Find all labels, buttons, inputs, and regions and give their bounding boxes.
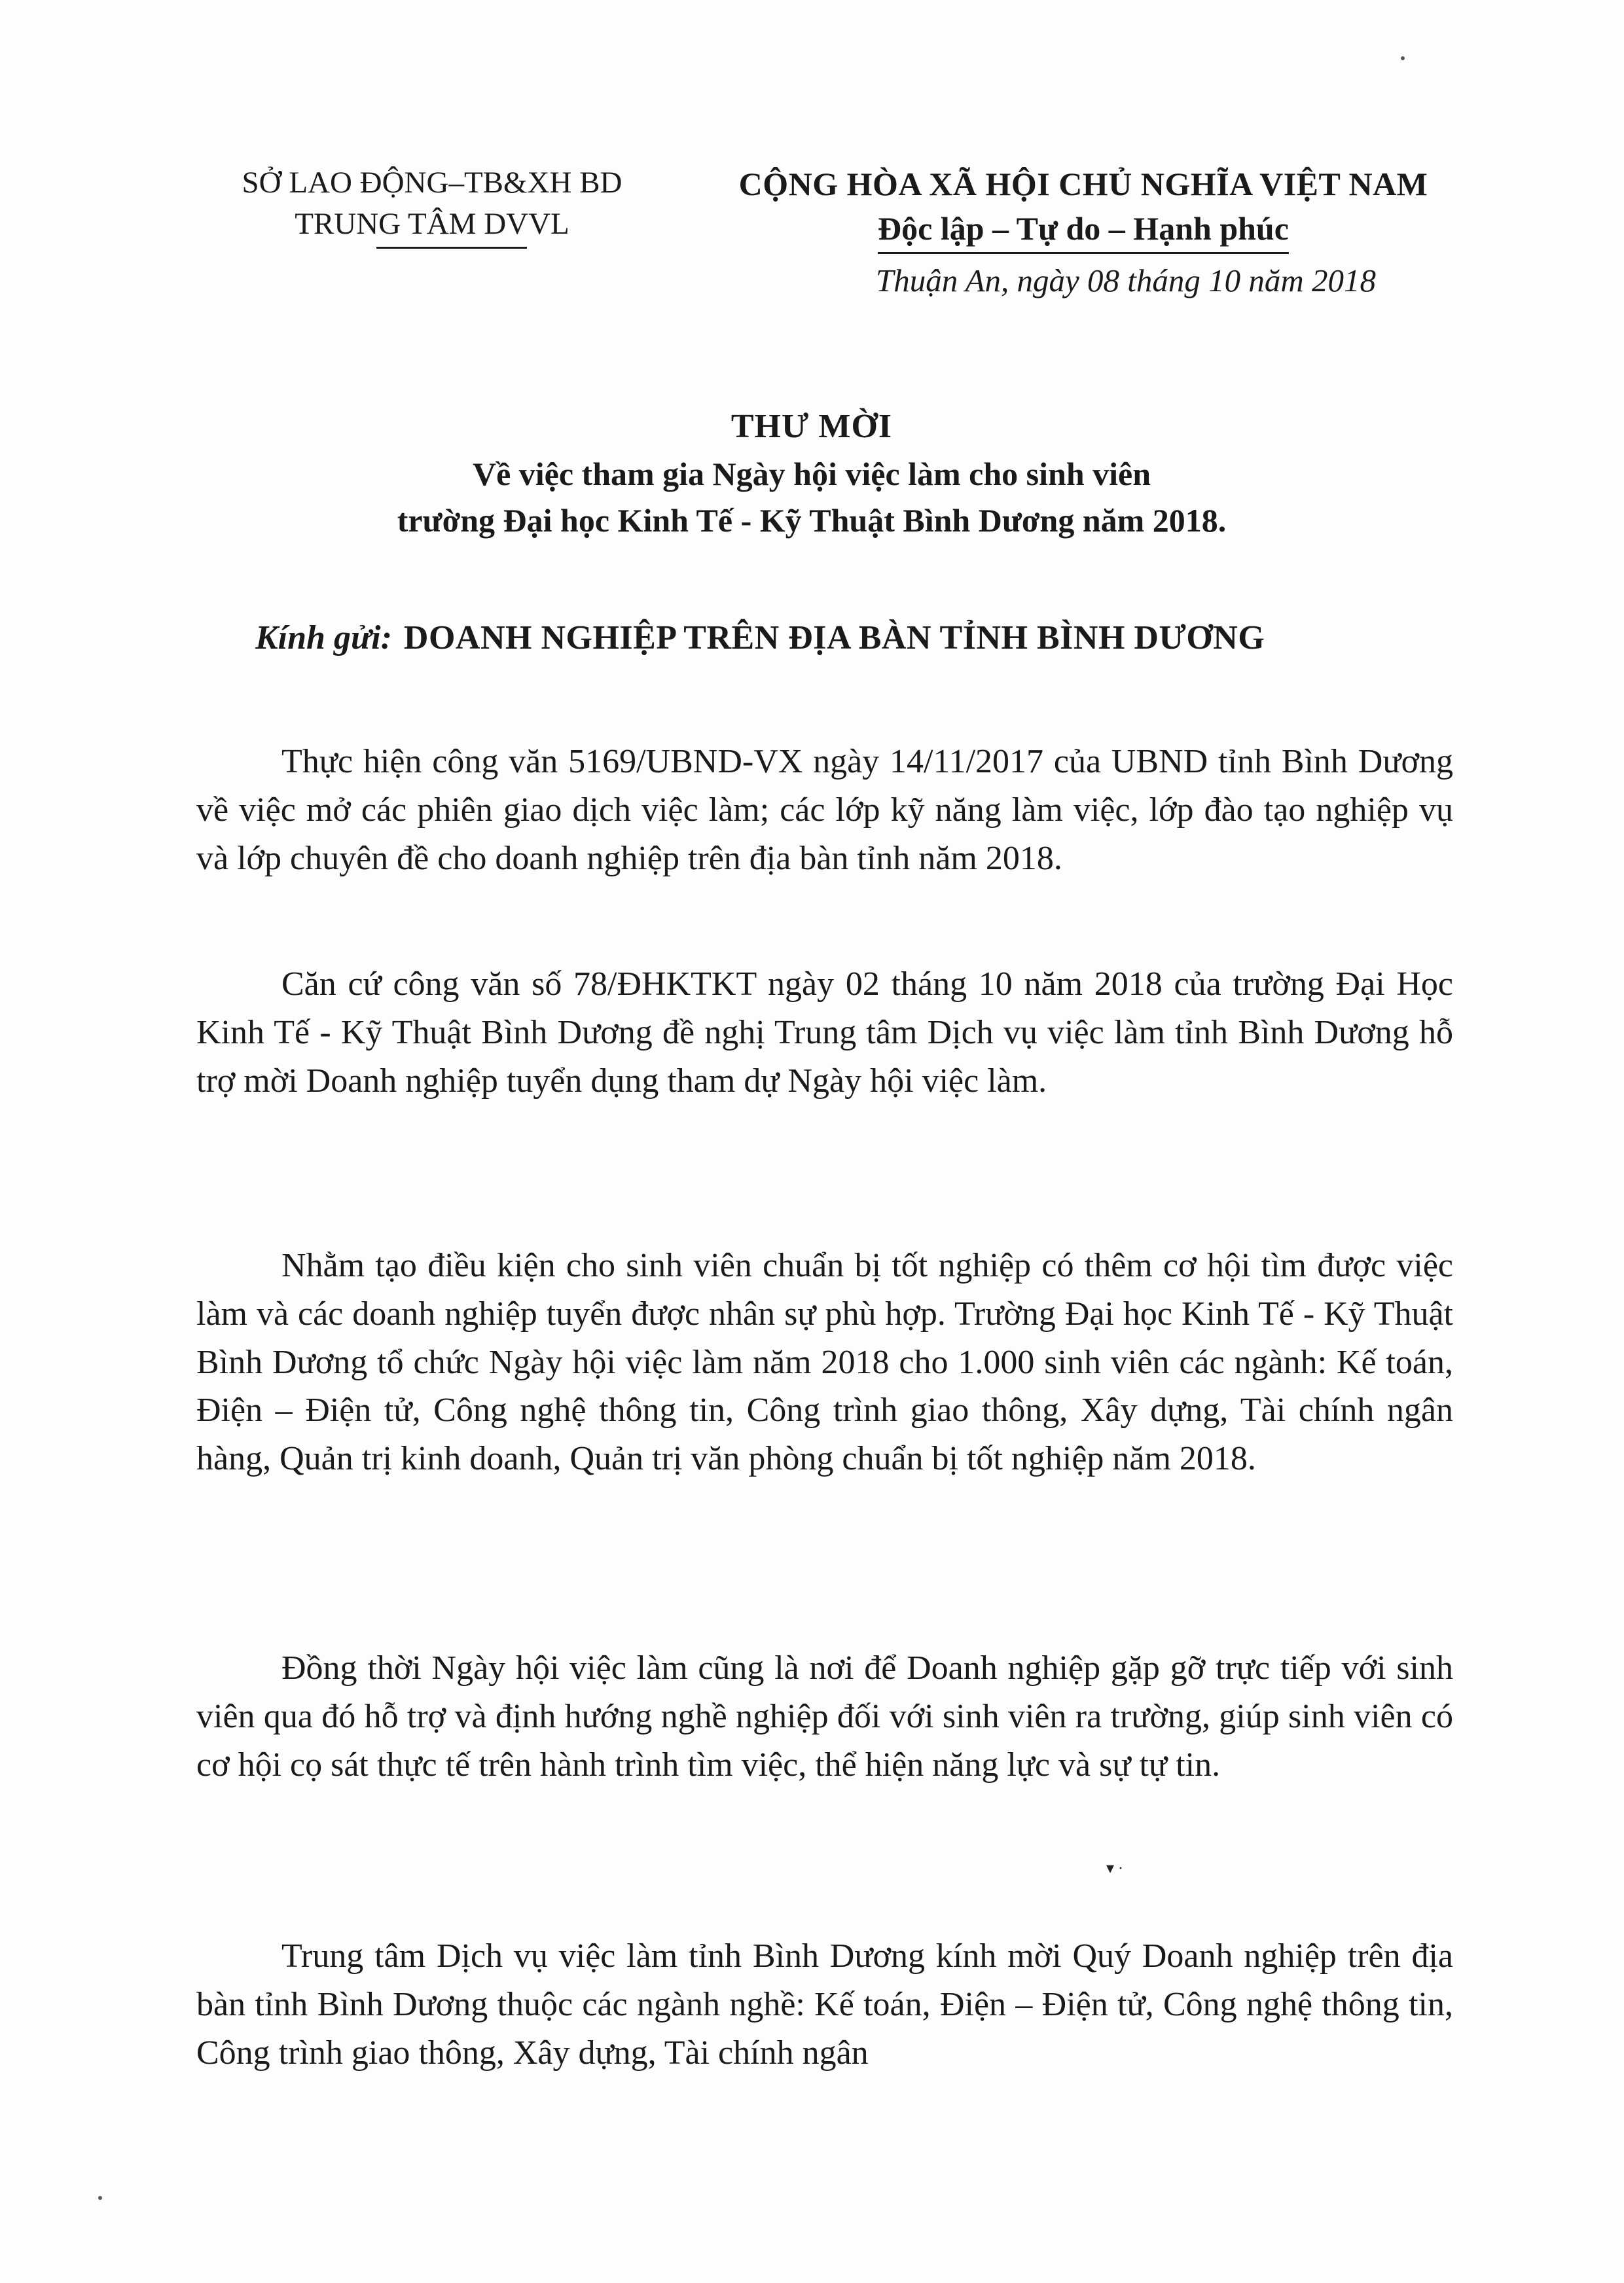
document-title xyxy=(157,403,1466,544)
national-header xyxy=(704,162,1463,254)
issuing-agency xyxy=(196,162,668,249)
title-subject-line2: trường Đại học Kinh Tế - Kỹ Thuật Bình Dương năm 2018. xyxy=(397,501,1227,539)
national-title: CỘNG HÒA XÃ HỘI CHỦ NGHĨA VIỆT NAM xyxy=(738,166,1428,202)
agency-underline xyxy=(376,247,527,249)
national-motto: Độc lập – Tự do – Hạnh phúc xyxy=(878,207,1289,255)
scan-speck xyxy=(98,2196,102,2200)
agency-parent: SỞ LAO ĐỘNG–TB&XH BD xyxy=(242,166,623,200)
body-paragraph-1: Thực hiện công văn 5169/UBND-VX ngày 14/11/2017 của UBND tỉnh Bình Dương về việc mở các phiên giao dịch việc làm; các lớp kỹ năng làm việc, lớp đào tạo nghiệp vụ và lớp chuyên đề cho doanh nghiệp trên địa bàn tỉnh năm 2018. xyxy=(196,743,1453,877)
title-subject-line1: Về việc tham gia Ngày hội việc làm cho sinh viên xyxy=(472,455,1151,492)
place-date: Thuận An, ngày 08 tháng 10 năm 2018 xyxy=(875,262,1377,298)
recipient-line xyxy=(255,619,1265,657)
agency-name: TRUNG TÂM DVVL xyxy=(295,207,569,242)
recipient-label: Kính gửi: xyxy=(255,619,392,656)
title-main: THƯ MỜI xyxy=(731,408,893,445)
body-paragraph-5: Trung tâm Dịch vụ việc làm tỉnh Bình Dương kính mời Quý Doanh nghiệp trên địa bàn tỉnh Bình Dương thuộc các ngành nghề: Kế toán, Điện – Điện tử, Công nghệ thông tin, Công trình giao thông, Xây dựng, Tài chính ngân xyxy=(196,1937,1453,2072)
body-paragraph-3: Nhằm tạo điều kiện cho sinh viên chuẩn bị tốt nghiệp có thêm cơ hội tìm được việc làm và các doanh nghiệp tuyển được nhân sự phù hợp. Trường Đại học Kinh Tế - Kỹ Thuật Bình Dương tổ chức Ngày hội việc làm năm 2018 cho 1.000 sinh viên các ngành: Kế toán, Điện – Điện tử, Công nghệ thông tin, Công trình giao thông, Xây dựng, Tài chính ngân hàng, Quản trị kinh doanh, Quản trị văn phòng chuẩn bị tốt nghiệp năm 2018. xyxy=(196,1247,1453,1478)
scan-mark: ▾ · xyxy=(1106,1860,1124,1877)
body-paragraph-2: Căn cứ công văn số 78/ĐHKTKT ngày 02 tháng 10 năm 2018 của trường Đại Học Kinh Tế - Kỹ Thuật Bình Dương đề nghị Trung tâm Dịch vụ việc làm tỉnh Bình Dương hỗ trợ mời Doanh nghiệp tuyển dụng tham dự Ngày hội việc làm. xyxy=(196,965,1453,1100)
scan-speck xyxy=(1401,56,1405,60)
body-paragraph-4: Đồng thời Ngày hội việc làm cũng là nơi để Doanh nghiệp gặp gỡ trực tiếp với sinh viên qua đó hỗ trợ và định hướng nghề nghiệp đối với sinh viên ra trường, giúp sinh viên có cơ hội cọ sát thực tế trên hành trình tìm việc, thể hiện năng lực và sự tự tin. xyxy=(196,1649,1453,1784)
recipient-value: DOANH NGHIỆP TRÊN ĐỊA BÀN TỈNH BÌNH DƯƠNG xyxy=(403,619,1265,656)
